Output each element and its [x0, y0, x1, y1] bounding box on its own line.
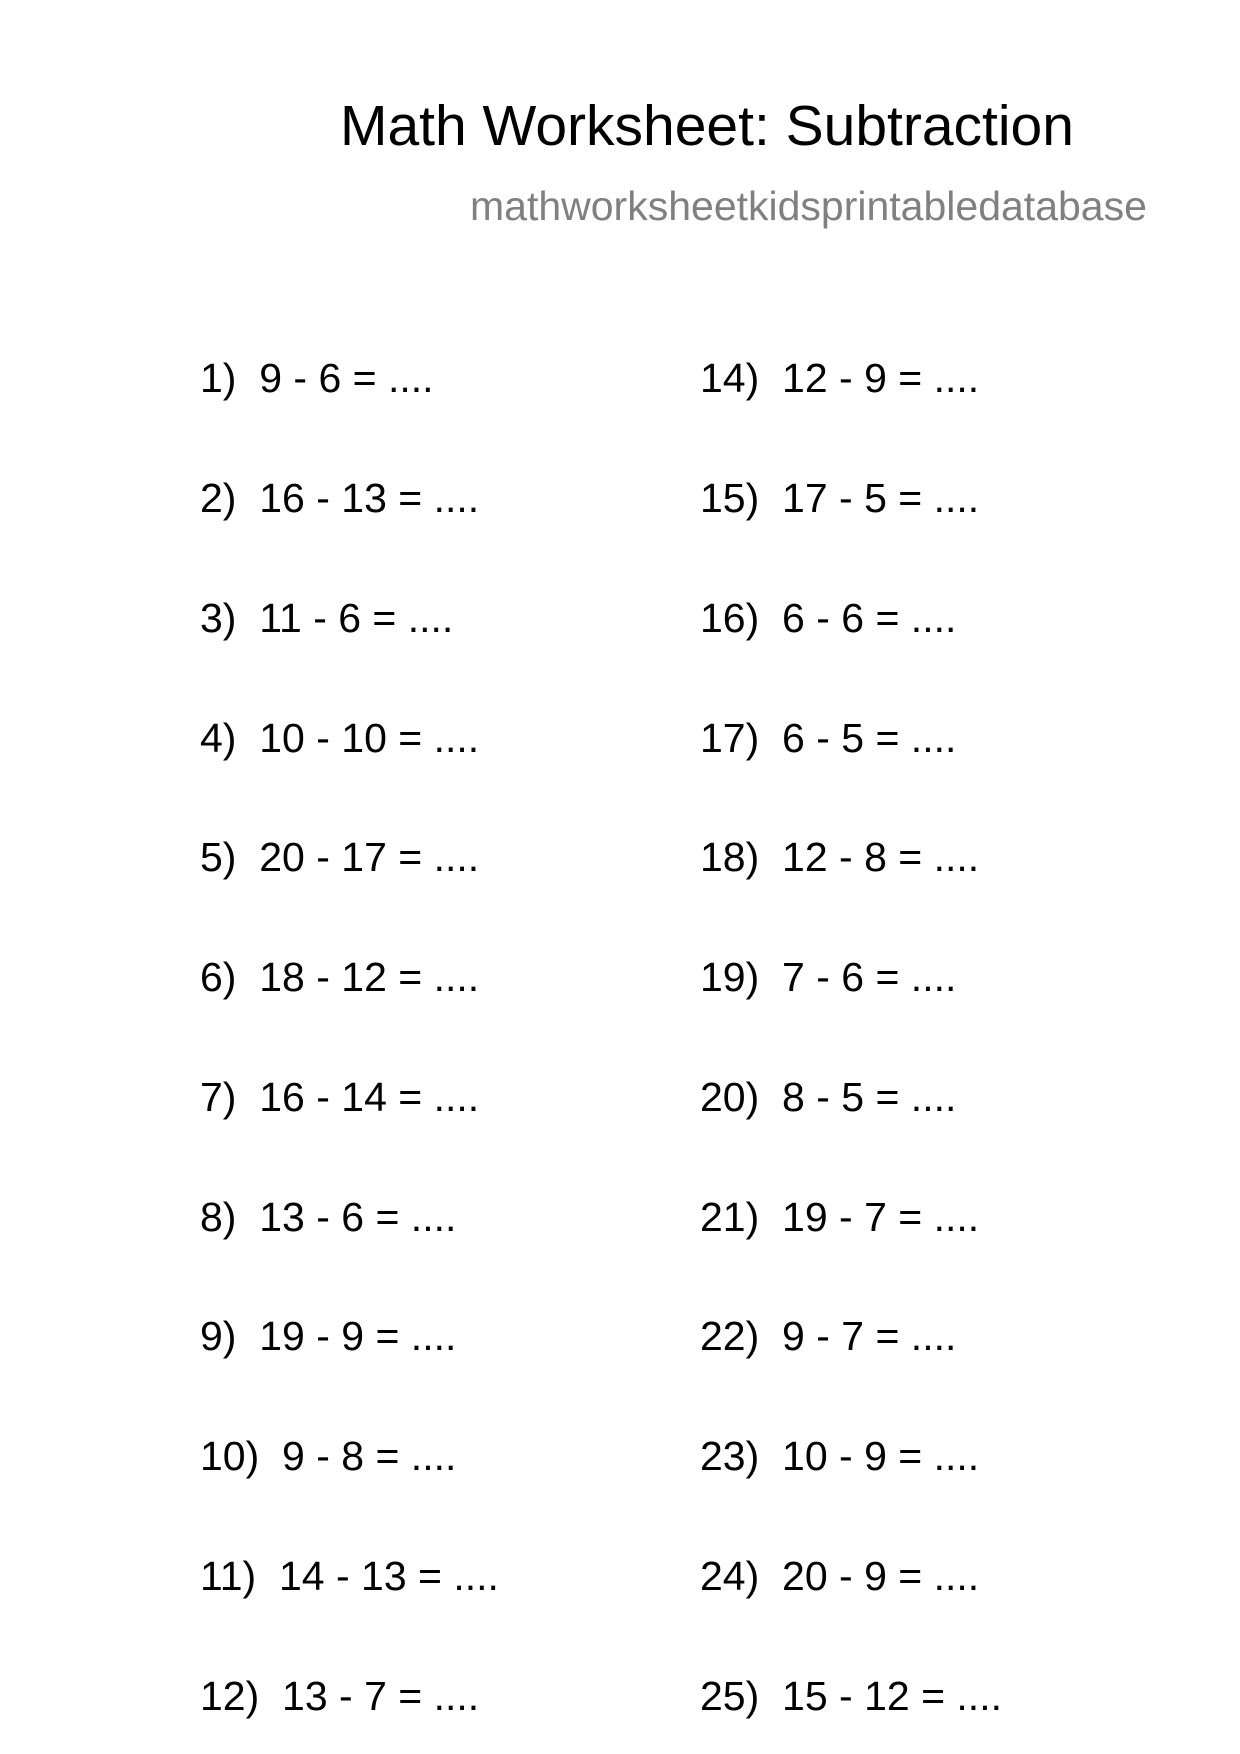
problem-item: 22) 9 - 7 = ....	[700, 1313, 957, 1359]
problem-item: 12) 13 - 7 = ....	[200, 1673, 480, 1719]
problem-item: 24) 20 - 9 = ....	[700, 1553, 980, 1599]
problem-item: 25) 15 - 12 = ....	[700, 1673, 1002, 1719]
problem-item: 21) 19 - 7 = ....	[700, 1194, 980, 1240]
problem-item: 11) 14 - 13 = ....	[200, 1553, 499, 1599]
problem-item: 7) 16 - 14 = ....	[200, 1074, 480, 1120]
problem-item: 14) 12 - 9 = ....	[700, 355, 980, 401]
problem-item: 1) 9 - 6 = ....	[200, 355, 434, 401]
problem-item: 6) 18 - 12 = ....	[200, 954, 480, 1000]
problem-item: 9) 19 - 9 = ....	[200, 1313, 457, 1359]
problem-item: 4) 10 - 10 = ....	[200, 715, 480, 761]
problem-item: 5) 20 - 17 = ....	[200, 834, 480, 880]
problem-item: 15) 17 - 5 = ....	[700, 475, 980, 521]
problem-item: 8) 13 - 6 = ....	[200, 1194, 457, 1240]
problem-item: 17) 6 - 5 = ....	[700, 715, 957, 761]
problem-item: 16) 6 - 6 = ....	[700, 595, 957, 641]
problem-item: 2) 16 - 13 = ....	[200, 475, 480, 521]
problem-item: 19) 7 - 6 = ....	[700, 954, 957, 1000]
problem-item: 18) 12 - 8 = ....	[700, 834, 980, 880]
problem-item: 3) 11 - 6 = ....	[200, 595, 454, 641]
problem-item: 23) 10 - 9 = ....	[700, 1433, 980, 1479]
problem-item: 10) 9 - 8 = ....	[200, 1433, 457, 1479]
worksheet-source: mathworksheetkidsprintabledatabase	[470, 183, 1147, 229]
problem-item: 20) 8 - 5 = ....	[700, 1074, 957, 1120]
worksheet-title: Math Worksheet: Subtraction	[340, 94, 1074, 158]
